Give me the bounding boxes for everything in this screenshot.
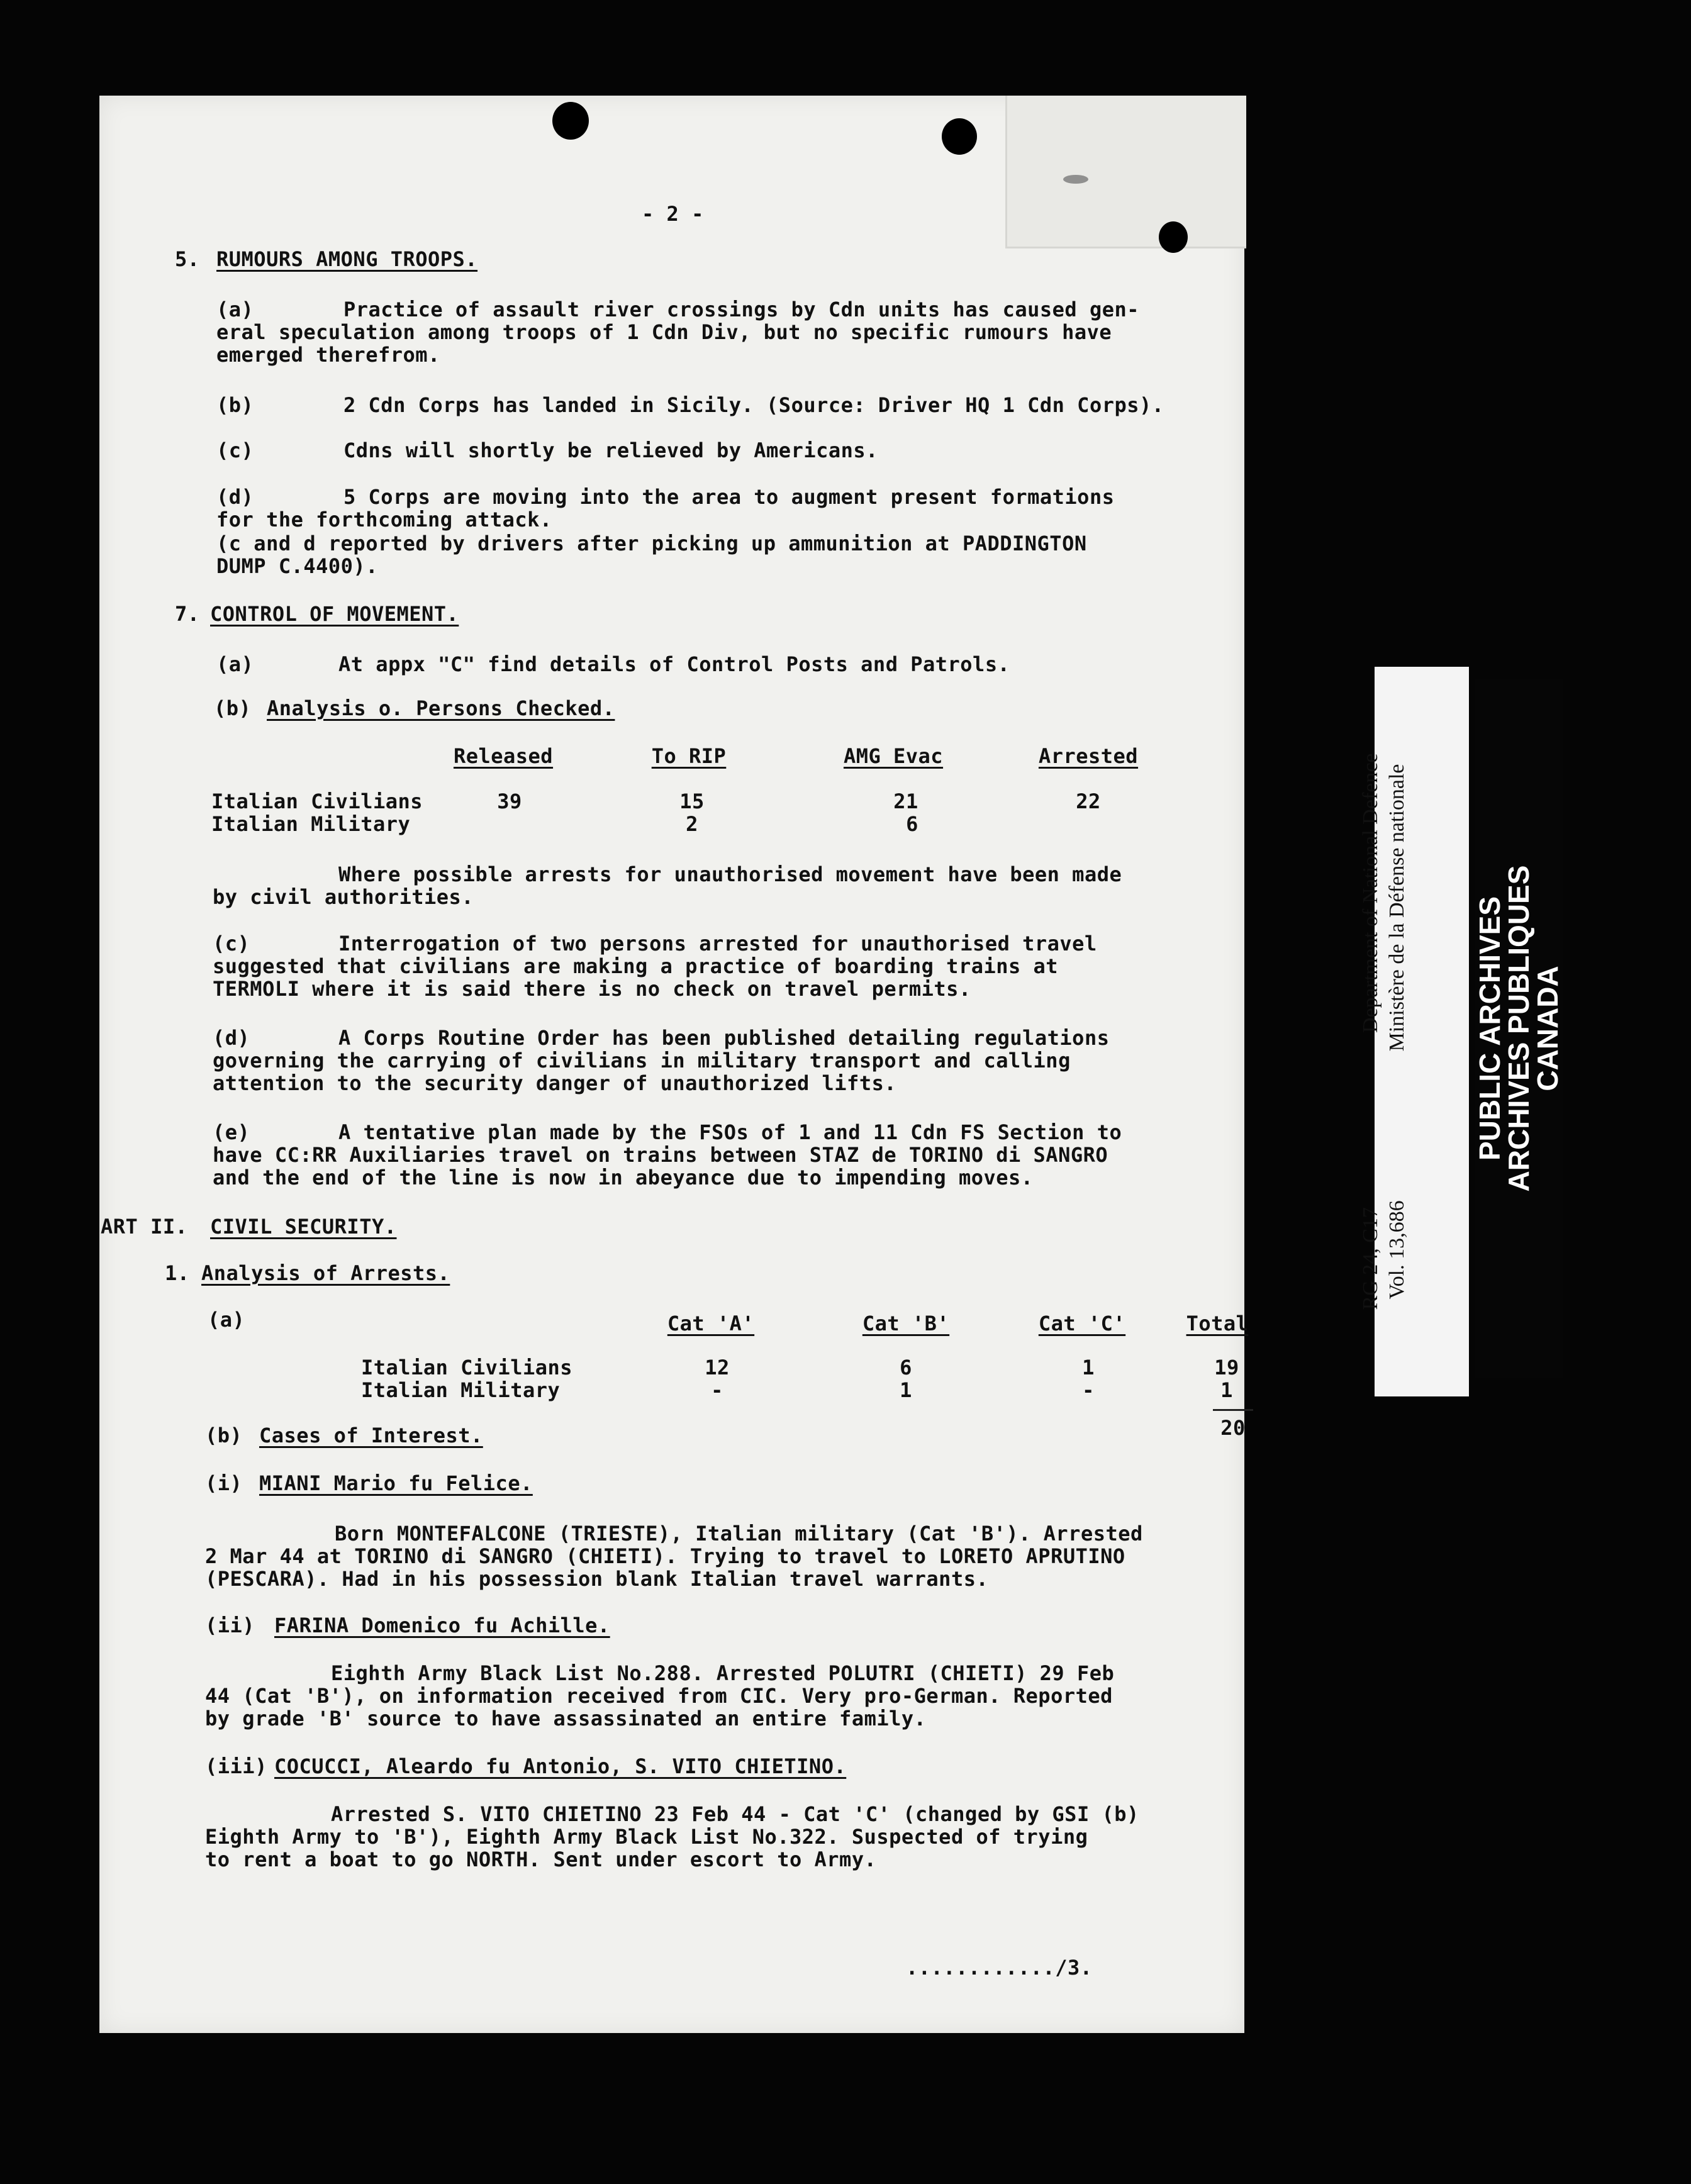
archive-country: CANADA [1531,966,1564,1091]
para-text: Practice of assault river crossings by Cdn units has caused gen- [343,298,1139,321]
archive-volume [1385,717,1409,1346]
archive-name-fr: ARCHIVES PUBLIQUES [1502,865,1535,1192]
table-cell: 39 [497,789,522,813]
column-header: Cat 'C' [1038,1312,1126,1335]
para-label: (c) [213,932,250,956]
column-header: Arrested [1038,744,1139,768]
section-heading: CONTROL OF MOVEMENT. [210,602,459,626]
para-text: for the forthcoming attack. [216,508,552,532]
case-text: Born MONTEFALCONE (TRIESTE), Italian military (Cat 'B'). Arrested [335,1522,1143,1546]
column-header: Released [453,744,554,768]
table-cell: - [1082,1378,1095,1402]
para-text: attention to the security danger of unauthorized lifts. [213,1071,897,1095]
subsection-heading: Cases of Interest. [259,1424,483,1447]
para-label: (b) [216,393,254,417]
para-text: by civil authorities. [213,885,474,909]
table-cell: 21 [893,789,918,813]
part-label: ART II. [101,1215,188,1239]
para-text: Cdns will shortly be relieved by Americans. [343,438,878,462]
volume-number: Vol. 13,686 [1385,1200,1409,1300]
table-cell: 1 [1220,1378,1233,1402]
ink-smudge [1063,175,1088,184]
page-number: - 2 - [642,202,704,226]
para-label: (e) [213,1120,250,1144]
punch-hole [552,102,589,140]
punch-hole [1159,221,1188,253]
case-label: (ii) [205,1613,255,1637]
case-text: Eighth Army to 'B'), Eighth Army Black List No.322. Suspected of trying [205,1825,1088,1849]
row-label: Italian Military [211,812,411,836]
para-text: DUMP C.4400). [216,554,378,578]
table-cell: 6 [906,812,918,836]
table-heading: Analysis o. Persons Checked. [267,696,615,720]
archive-banner [1475,679,1563,1378]
column-header: To RIP [651,744,727,768]
para-label: (b) [214,696,252,720]
para-text: governing the carrying of civilians in military transport and calling [213,1049,1071,1072]
para-text: suggested that civilians are making a practice of boarding trains at [213,954,1059,978]
case-text: to rent a boat to go NORTH. Sent under escort to Army. [205,1847,877,1871]
para-text: TERMOLI where it is said there is no check on travel permits. [213,977,971,1001]
record-group: RG 24, C17 [1359,1207,1382,1310]
para-text: and the end of the line is now in abeyance due to impending moves. [213,1166,1034,1190]
archive-name-en: PUBLIC ARCHIVES [1473,896,1506,1161]
para-text: A Corps Routine Order has been published detailing regulations [338,1026,1110,1050]
case-name: COCUCCI, Aleardo fu Antonio, S. VITO CHIETINO. [274,1754,847,1778]
para-text: 5 Corps are moving into the area to augment present formations [343,485,1115,509]
case-text: by grade 'B' source to have assassinated an entire family. [205,1707,927,1730]
table-cell: 12 [705,1356,730,1379]
para-text: (c and d reported by drivers after picking up ammunition at PADDINGTON [216,532,1087,555]
row-label: Italian Civilians [361,1356,573,1379]
column-header: Cat 'A' [667,1312,755,1335]
para-text: 2 Cdn Corps has landed in Sicily. (Source: Driver HQ 1 Cdn Corps). [343,393,1164,417]
section-number: 1. [165,1261,190,1285]
para-label: (a) [208,1308,245,1332]
case-name: MIANI Mario fu Felice. [259,1471,533,1495]
dept-name-en: Department of National Defence [1359,753,1382,1034]
para-label: (a) [216,298,254,321]
dept-name-fr: Ministère de la Défense nationale [1385,764,1409,1052]
para-text: emerged therefrom. [216,343,440,367]
para-text: eral speculation among troops of 1 Cdn Div, but no specific rumours have [216,320,1112,344]
case-text: 44 (Cat 'B'), on information received from CIC. Very pro-German. Reported [205,1684,1113,1708]
para-label: (a) [216,652,254,676]
para-text: A tentative plan made by the FSOs of 1 and 11 Cdn FS Section to [338,1120,1122,1144]
case-text: (PESCARA). Had in his possession blank Italian travel warrants. [205,1567,989,1591]
case-label: (iii) [205,1754,267,1778]
grand-total: 20 [1220,1416,1246,1440]
row-label: Italian Military [361,1378,561,1402]
archive-reference [1359,717,1383,1346]
case-label: (i) [205,1471,243,1495]
row-label: Italian Civilians [211,789,423,813]
para-label: (c) [216,438,254,462]
section-number: 5. [175,247,200,271]
para-label: (d) [216,485,254,509]
column-header: Total [1186,1312,1249,1335]
case-text: Arrested S. VITO CHIETINO 23 Feb 44 - Cat 'C' (changed by GSI (b) [331,1802,1139,1826]
folded-corner [1005,96,1246,248]
para-text: At appx "C" find details of Control Posts and Patrols. [338,652,1010,676]
table-cell: 1 [900,1378,912,1402]
punch-hole [942,118,977,155]
continuation-marker: ............/3. [906,1956,1093,1980]
section-number: 7. [175,602,200,626]
table-cell: - [711,1378,723,1402]
para-label: (d) [213,1026,250,1050]
column-header: AMG Evac [843,744,944,768]
archive-label [1359,667,1469,1396]
section-heading: RUMOURS AMONG TROOPS. [216,247,478,271]
case-text: Eighth Army Black List No.288. Arrested POLUTRI (CHIETI) 29 Feb [331,1661,1115,1685]
part-heading: CIVIL SECURITY. [210,1215,397,1239]
table-cell: 15 [679,789,705,813]
para-text: have CC:RR Auxiliaries travel on trains between STAZ de TORINO di SANGRO [213,1143,1108,1167]
case-text: 2 Mar 44 at TORINO di SANGRO (CHIETI). Trying to travel to LORETO APRUTINO [205,1544,1125,1568]
table-cell: 2 [686,812,698,836]
para-text: Interrogation of two persons arrested for unauthorised travel [338,932,1097,956]
case-name: FARINA Domenico fu Achille. [274,1613,610,1637]
table-cell: 19 [1214,1356,1239,1379]
para-label: (b) [205,1424,243,1447]
table-cell: 22 [1076,789,1101,813]
total-rule [1213,1409,1253,1411]
table-cell: 1 [1082,1356,1095,1379]
para-text: Where possible arrests for unauthorised movement have been made [338,862,1122,886]
section-heading: Analysis of Arrests. [201,1261,450,1285]
table-cell: 6 [900,1356,912,1379]
column-header: Cat 'B' [862,1312,950,1335]
